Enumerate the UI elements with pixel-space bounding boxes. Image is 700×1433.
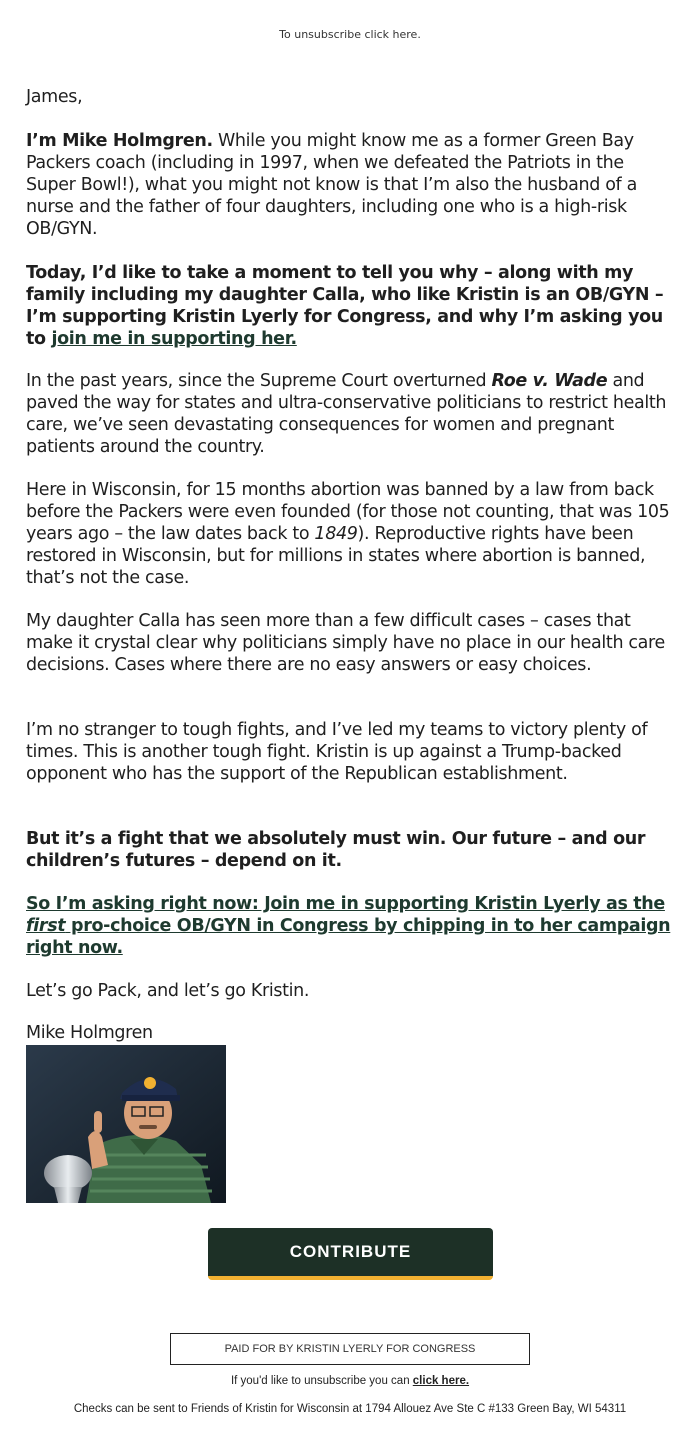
roe-text-b: and paved the way for states and ultra-conservative politicians to restrict health care, we’ve seen devastating consequences for women and pregnant patients around the country. xyxy=(26,371,667,457)
paragraph-roe xyxy=(26,370,674,458)
roe-text-a: In the past years, since the Supreme Court overturned xyxy=(26,371,492,391)
tough-fight-text: I’m no stranger to tough fights, and I’ve led my teams to victory plenty of times. This is another tough fight. Kristin is up against a Trump-backed opponent who has the support of the Republican establishment. xyxy=(26,720,648,784)
roe-italic: Roe v. Wade xyxy=(491,371,608,391)
paid-for-disclaimer: PAID FOR BY KRISTIN LYERLY FOR CONGRESS xyxy=(170,1333,530,1365)
greeting-text: James, xyxy=(26,87,83,107)
paragraph-why xyxy=(26,262,674,350)
paragraph-must-win xyxy=(26,828,674,872)
greeting xyxy=(26,86,674,108)
must-win-text: But it’s a fight that we absolutely must win. Our future – and our children’s futures – depend on it. xyxy=(26,829,646,871)
paragraph-go-pack xyxy=(26,980,674,1002)
chip-in-link[interactable]: So I’m asking right now: Join me in supporting Kristin Lyerly as the first pro-choice OB/GYN in Congress by chipping in to her campaign right now. xyxy=(26,894,671,958)
footer-unsubscribe-link[interactable]: click here. xyxy=(412,1375,470,1387)
top-unsubscribe-link[interactable]: To unsubscribe click here. xyxy=(279,28,421,41)
contribute-button[interactable]: CONTRIBUTE xyxy=(208,1228,493,1280)
wisconsin-text-a: Here in Wisconsin, for 15 months abortion was banned by a law from back before the Packers were even founded (for those not counting, that was 105 years ago – the law dates back to xyxy=(26,480,670,544)
paragraph-tough-fight xyxy=(26,719,674,785)
why-text: Today, I’d like to take a moment to tell you why – along with my family including my daughter Calla, who like Kristin is an OB/GYN – I’m supporting Kristin Lyerly for Congress, and why I’m asking you to xyxy=(26,263,664,349)
footer-unsubscribe xyxy=(0,1375,700,1387)
join-me-link[interactable]: join me in supporting her. xyxy=(51,329,297,349)
paragraph-ask xyxy=(26,893,674,959)
go-pack-text: Let’s go Pack, and let’s go Kristin. xyxy=(26,981,310,1001)
paragraph-intro xyxy=(26,130,674,240)
intro-text: While you might know me as a former Green Bay Packers coach (including in 1997, when we defeated the Patriots in the Super Bowl!), what you might not know is that I’m also the husband of a nurse and the father of four daughters, including one who is a high-risk OB/GYN. xyxy=(26,131,637,239)
checks-address: Checks can be sent to Friends of Kristin for Wisconsin at 1794 Allouez Ave Ste C #133 Green Bay, WI 54311 xyxy=(73,1403,627,1415)
holmgren-photo xyxy=(26,1045,226,1203)
footer-unsubscribe-text: If you'd like to unsubscribe you can xyxy=(230,1375,413,1387)
paragraph-calla xyxy=(26,610,674,676)
signature-name: Mike Holmgren xyxy=(26,1023,153,1043)
calla-text: My daughter Calla has seen more than a few difficult cases – cases that make it crystal clear why politicians simply have no place in our health care decisions. Cases where there are no easy answers or easy choices. xyxy=(26,611,665,675)
wisconsin-text-b: ). Reproductive rights have been restored in Wisconsin, but for millions in states where abortion is banned, that’s not the case. xyxy=(26,524,646,588)
wisconsin-italic-year: 1849 xyxy=(314,524,358,544)
intro-bold: I’m Mike Holmgren. xyxy=(26,131,213,151)
paragraph-wisconsin xyxy=(26,479,674,589)
